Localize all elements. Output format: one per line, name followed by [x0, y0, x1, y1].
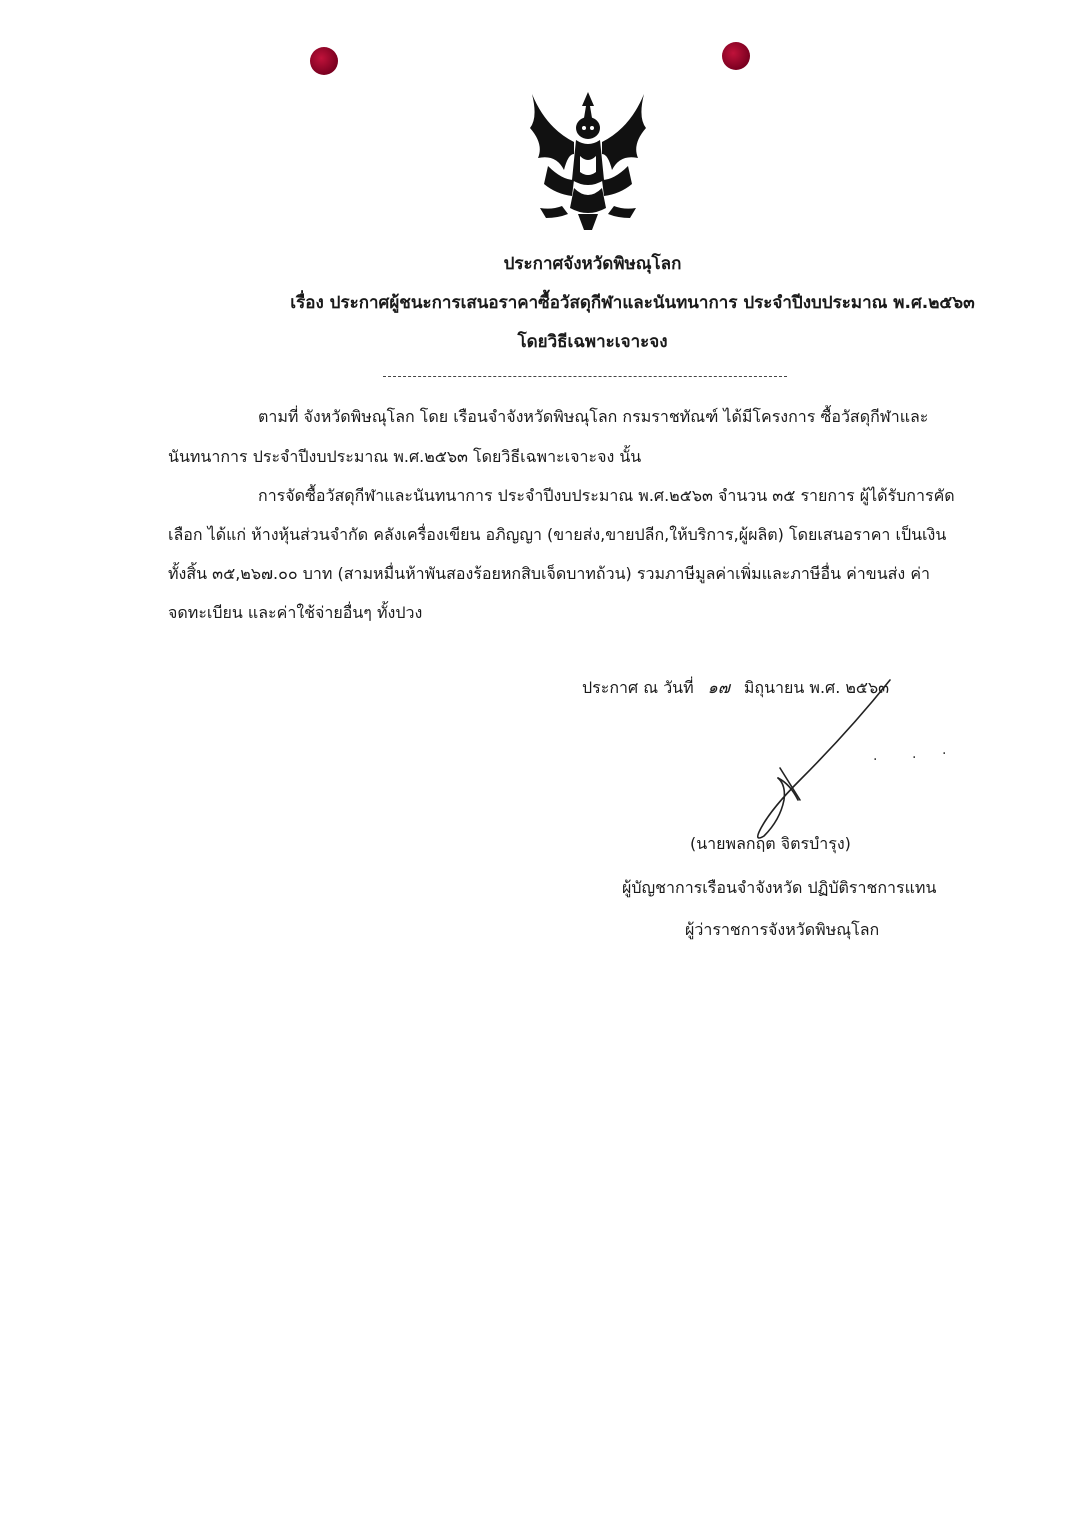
dashed-divider: [383, 376, 787, 377]
scan-speck: .: [912, 746, 917, 762]
document-subject: เรื่อง ประกาศผู้ชนะการเสนอราคาซื้อวัสดุกีฬาและนันทนาการ ประจำปีงบประมาณ พ.ศ.๒๕๖๓: [290, 293, 975, 313]
procurement-method: โดยวิธีเฉพาะเจาะจง: [517, 332, 668, 352]
paragraph-2-line: ทั้งสิ้น ๓๕,๒๖๗.๐๐ บาท (สามหมื่นห้าพันสองร้อยหกสิบเจ็ดบาทถ้วน) รวมภาษีมูลค่าเพิ่มและภาษีอื่น ค่าขนส่ง ค่า: [168, 564, 930, 583]
date-prefix: ประกาศ ณ วันที่: [582, 678, 694, 697]
date-day: ๑๗: [707, 678, 730, 697]
paragraph-1-line: ตามที่ จังหวัดพิษณุโลก โดย เรือนจำจังหวัดพิษณุโลก กรมราชทัณฑ์ ได้มีโครงการ ซื้อวัสดุกีฬาและ: [258, 407, 929, 426]
paragraph-2-line: การจัดซื้อวัสดุกีฬาและนันทนาการ ประจำปีงบประมาณ พ.ศ.๒๕๖๓ จำนวน ๓๕ รายการ ผู้ได้รับการคัด: [258, 486, 955, 505]
signatory-name: (นายพลกฤต จิตรบำรุง): [690, 834, 851, 853]
paragraph-1-line: นันทนาการ ประจำปีงบประมาณ พ.ศ.๒๕๖๓ โดยวิธีเฉพาะเจาะจง นั้น: [168, 447, 642, 466]
signatory-on-behalf: ผู้ว่าราชการจังหวัดพิษณุโลก: [685, 920, 880, 939]
handwritten-signature: [740, 660, 940, 850]
garuda-emblem-icon: [518, 84, 658, 234]
punch-hole-mark: [722, 42, 750, 70]
paragraph-2-line: เลือก ได้แก่ ห้างหุ้นส่วนจำกัด คลังเครื่องเขียน อภิญญา (ขายส่ง,ขายปลีก,ให้บริการ,ผู้ผลิต) โดยเสนอราคา เป็นเงิน: [168, 525, 947, 544]
scan-speck: .: [873, 748, 878, 764]
punch-hole-mark: [310, 47, 338, 75]
paragraph-2-line: จดทะเบียน และค่าใช้จ่ายอื่นๆ ทั้งปวง: [168, 603, 423, 622]
document-heading: ประกาศจังหวัดพิษณุโลก: [503, 254, 682, 274]
scan-speck: .: [942, 742, 947, 758]
date-month-year: มิถุนายน พ.ศ. ๒๕๖๓: [743, 678, 890, 697]
signatory-position: ผู้บัญชาการเรือนจำจังหวัด ปฏิบัติราชการแทน: [622, 878, 937, 897]
